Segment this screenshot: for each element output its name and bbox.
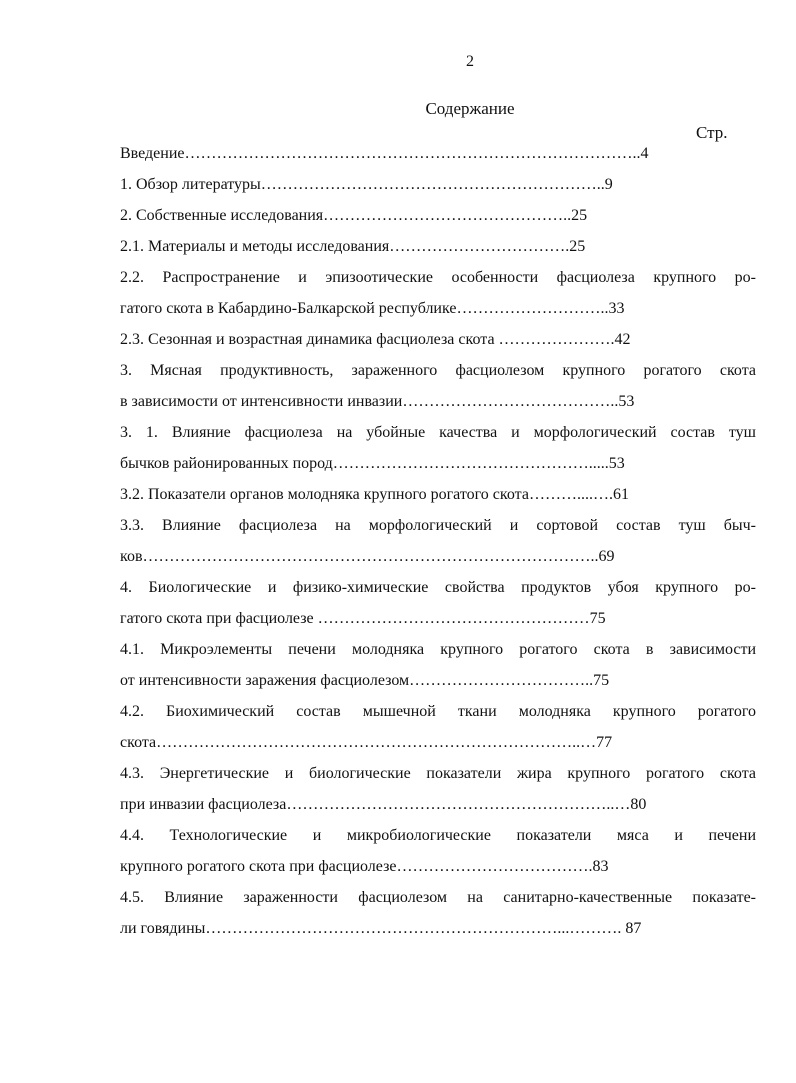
toc-line: ли говядины…………………………………………………………...………. 87 bbox=[120, 920, 642, 937]
toc-line: при инвазии фасциолеза……………………………………………………..…80 bbox=[120, 796, 647, 813]
toc-line: 4.2. Биохимический состав мышечной ткани молодняка крупного рогатого bbox=[120, 703, 756, 720]
toc-line: 3.2. Показатели органов молодняка крупного рогатого скота………....….61 bbox=[120, 486, 629, 503]
toc-line: гатого скота при фасциолезе ……………………………………………75 bbox=[120, 610, 606, 627]
toc-line: скота……………………………………………………………………..…77 bbox=[120, 734, 613, 751]
toc-line: 2.1. Материалы и методы исследования…………………………….25 bbox=[120, 238, 586, 255]
toc-line: 4.4. Технологические и микробиологические показатели мяса и печени bbox=[120, 827, 756, 844]
toc-line: 2.2. Распространение и эпизоотические особенности фасциолеза крупного ро- bbox=[120, 269, 756, 286]
toc-line: гатого скота в Кабардино-Балкарской республике………………………..33 bbox=[120, 300, 625, 317]
toc-line: 3. Мясная продуктивность, зараженного фасциолезом крупного рогатого скота bbox=[120, 362, 756, 379]
toc-line: 4.5. Влияние зараженности фасциолезом на санитарно-качественные показате- bbox=[120, 889, 756, 906]
page-column-label: Стр. bbox=[696, 123, 728, 142]
toc-line: 4.1. Микроэлементы печени молодняка крупного рогатого скота в зависимости bbox=[120, 641, 756, 658]
toc-line: 1. Обзор литературы………………………………………………………..9 bbox=[120, 176, 613, 193]
toc-line: бычков районированных пород………………………………………….....53 bbox=[120, 455, 625, 472]
toc-line: 4.3. Энергетические и биологические показатели жира крупного рогатого скота bbox=[120, 765, 756, 782]
toc-line: 2.3. Сезонная и возрастная динамика фасциолеза скота ………………….42 bbox=[120, 331, 631, 348]
toc-line: 3.3. Влияние фасциолеза на морфологический и сортовой состав туш быч- bbox=[120, 517, 756, 534]
toc-line: 4. Биологические и физико-химические свойства продуктов убоя крупного ро- bbox=[120, 579, 756, 596]
toc-line: Введение…………………………………………………………………………..4 bbox=[120, 145, 649, 162]
page-number: 2 bbox=[466, 53, 474, 70]
toc-line: 2. Собственные исследования………………………………………..25 bbox=[120, 207, 588, 224]
toc-line: ков…………………………………………………………………………..69 bbox=[120, 548, 615, 565]
toc-line: крупного рогатого скота при фасциолезе……………………………….83 bbox=[120, 858, 609, 875]
toc-line: 3. 1. Влияние фасциолеза на убойные качества и морфологический состав туш bbox=[120, 424, 756, 441]
toc-line: от интенсивности заражения фасциолезом……………………………..75 bbox=[120, 672, 610, 689]
page-title: Содержание bbox=[425, 99, 515, 118]
toc-line: в зависимости от интенсивности инвазии…………………………………..53 bbox=[120, 393, 635, 410]
